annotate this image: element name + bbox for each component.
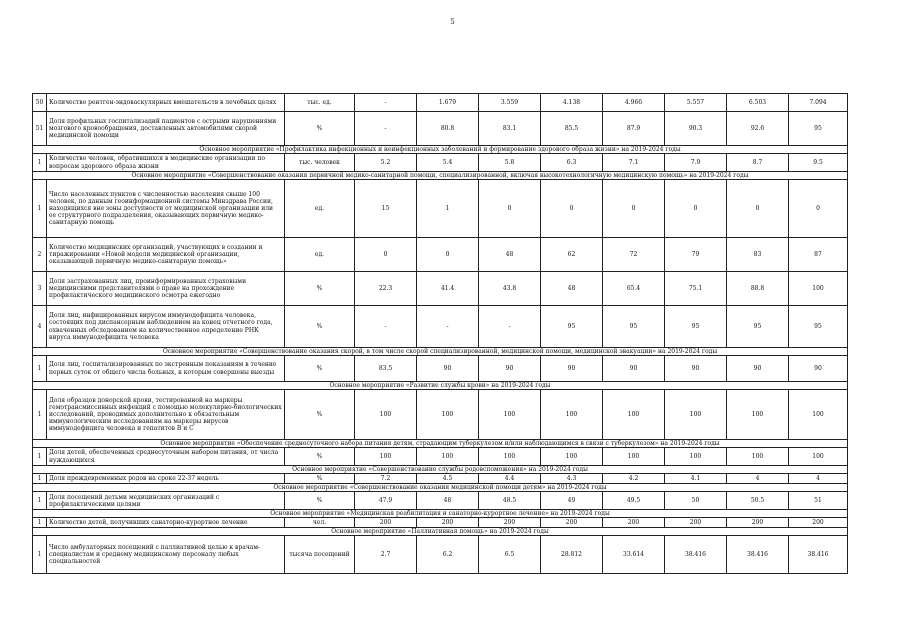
section-header-row	[33, 172, 848, 180]
value-cell: 4.138	[541, 94, 603, 112]
unit-cell: %	[285, 272, 355, 306]
value-cell: 87.9	[603, 112, 665, 146]
value-cell: 4.4	[479, 474, 541, 484]
value-cell: 7.9	[665, 154, 727, 172]
value-cell: 3.559	[479, 94, 541, 112]
indicator-name: Доля детей, обеспеченных среднесуточным набором питания, от числа нуждающихся	[47, 448, 285, 466]
value-cell: -	[417, 306, 479, 348]
unit-cell: чел.	[285, 518, 355, 528]
value-cell: 41.4	[417, 272, 479, 306]
table-row	[33, 448, 848, 466]
value-cell: 90	[541, 356, 603, 382]
value-cell: 200	[417, 518, 479, 528]
value-cell: 90	[665, 356, 727, 382]
section-title: Основное мероприятие «Профилактика инфекционных и неинфекционных заболеваний и формирование здорового образа жизни» на 2019-2024 годы	[33, 146, 848, 154]
row-number: 1	[33, 390, 47, 440]
value-cell: 83.5	[355, 356, 417, 382]
table-row	[33, 94, 848, 112]
indicator-name: Количество рентген-эндоваскулярных вмешательств в лечебных целях	[47, 94, 285, 112]
section-title: Основное мероприятие «Совершенствование службы родовспоможения» на 2019-2024 годы	[33, 466, 848, 474]
value-cell: 100	[665, 448, 727, 466]
indicator-name: Количество человек, обратившихся в медицинские организации по вопросам здорового образа жизни	[47, 154, 285, 172]
value-cell: 100	[479, 448, 541, 466]
section-title: Основное мероприятие «Медицинская реабилитация и санаторно-курортное лечение» на 2019-2024 годы	[33, 510, 848, 518]
table-row	[33, 356, 848, 382]
unit-cell: тыс. человек	[285, 154, 355, 172]
table-row	[33, 518, 848, 528]
table-row	[33, 492, 848, 510]
value-cell: 48	[541, 272, 603, 306]
value-cell: 4.1	[665, 474, 727, 484]
value-cell: 6.2	[417, 536, 479, 574]
value-cell: 87	[789, 238, 848, 272]
value-cell: 6.3	[541, 154, 603, 172]
row-number: 1	[33, 180, 47, 238]
value-cell: 80.8	[417, 112, 479, 146]
value-cell: -	[355, 306, 417, 348]
value-cell: 50	[665, 492, 727, 510]
value-cell: 83.1	[479, 112, 541, 146]
row-number: 1	[33, 448, 47, 466]
value-cell: 100	[355, 448, 417, 466]
value-cell: 200	[789, 518, 848, 528]
value-cell: 90	[603, 356, 665, 382]
unit-cell: %	[285, 390, 355, 440]
value-cell: 0	[479, 180, 541, 238]
value-cell: 38.416	[727, 536, 789, 574]
value-cell: 100	[789, 272, 848, 306]
value-cell: 100	[603, 448, 665, 466]
value-cell: 100	[417, 448, 479, 466]
value-cell: 90	[417, 356, 479, 382]
value-cell: 4.5	[417, 474, 479, 484]
unit-cell: тыс. ед.	[285, 94, 355, 112]
value-cell: 4	[727, 474, 789, 484]
value-cell: 22.3	[355, 272, 417, 306]
value-cell: 0	[727, 180, 789, 238]
indicator-name: Доля лиц, госпитализированных по экстренным показаниям в течение первых суток от общего числа больных, к которым совершены выезды	[47, 356, 285, 382]
value-cell: 6.5	[479, 536, 541, 574]
value-cell: 200	[727, 518, 789, 528]
value-cell: 200	[665, 518, 727, 528]
section-header-row	[33, 382, 848, 390]
unit-cell: %	[285, 112, 355, 146]
table-row	[33, 536, 848, 574]
value-cell: 48.5	[479, 492, 541, 510]
value-cell: 100	[417, 390, 479, 440]
section-header-row	[33, 528, 848, 536]
value-cell: 95	[727, 306, 789, 348]
value-cell: 15	[355, 180, 417, 238]
value-cell: 95	[789, 112, 848, 146]
value-cell: 95	[789, 306, 848, 348]
value-cell: 0	[417, 238, 479, 272]
value-cell: 38.416	[789, 536, 848, 574]
value-cell: 90	[789, 356, 848, 382]
section-header-row	[33, 146, 848, 154]
row-number: 51	[33, 112, 47, 146]
table-row	[33, 390, 848, 440]
indicator-name: Доля застрахованных лиц, проинформированных страховыми медицинскими представителями о праве на прохождение профилактического медицинского осмотра ежегодно	[47, 272, 285, 306]
indicator-name: Доля посещений детьми медицинских организаций с профилактическими целями	[47, 492, 285, 510]
row-number: 1	[33, 474, 47, 484]
indicator-name: Количество детей, получивших санаторно-курортное лечение	[47, 518, 285, 528]
value-cell: 51	[789, 492, 848, 510]
row-number: 3	[33, 272, 47, 306]
unit-cell: ед.	[285, 180, 355, 238]
section-header-row	[33, 440, 848, 448]
value-cell: 100	[789, 448, 848, 466]
value-cell: 49	[541, 492, 603, 510]
value-cell: 95	[665, 306, 727, 348]
value-cell: 62	[541, 238, 603, 272]
value-cell: 4.3	[541, 474, 603, 484]
section-title: Основное мероприятие «Обеспечение среднесуточного набора питания детям, страдающим туберкулезом и/или наблюдающимся в связи с туберкулезом» на 2019-2024 годы	[33, 440, 848, 448]
value-cell: 79	[665, 238, 727, 272]
value-cell: 100	[603, 390, 665, 440]
value-cell: 100	[665, 390, 727, 440]
value-cell: 43.8	[479, 272, 541, 306]
row-number: 4	[33, 306, 47, 348]
value-cell: -	[355, 94, 417, 112]
section-title: Основное мероприятие «Совершенствование оказания скорой, в том числе скорой специализированной, медицинской помощи, медицинской эвакуации» на 2019-2024 годы	[33, 348, 848, 356]
value-cell: 4.966	[603, 94, 665, 112]
indicator-name: Доля профильных госпитализаций пациентов с острыми нарушениями мозгового кровообращения, доставленных автомобилями скорой медицинской помощи	[47, 112, 285, 146]
page-number: 5	[450, 18, 455, 26]
value-cell: -	[479, 306, 541, 348]
unit-cell: %	[285, 306, 355, 348]
indicator-name: Число населенных пунктов с численностью населения свыше 100 человек, по данным геоинформационной системы Минздрава России, находящихся вне зоны доступности от медицинской организации или ее структурного подразделения, оказывающих первичную медико-санитарную помощь	[47, 180, 285, 238]
table-row	[33, 272, 848, 306]
value-cell: 5.8	[479, 154, 541, 172]
row-number: 1	[33, 154, 47, 172]
value-cell: -	[355, 112, 417, 146]
row-number: 1	[33, 518, 47, 528]
value-cell: 33.614	[603, 536, 665, 574]
section-header-row	[33, 510, 848, 518]
value-cell: 50.5	[727, 492, 789, 510]
value-cell: 90.3	[665, 112, 727, 146]
row-number: 2	[33, 238, 47, 272]
value-cell: 95	[541, 306, 603, 348]
row-number: 1	[33, 356, 47, 382]
value-cell: 83	[727, 238, 789, 272]
value-cell: 95	[603, 306, 665, 348]
section-header-row	[33, 466, 848, 474]
value-cell: 5.557	[665, 94, 727, 112]
indicator-name: Число амбулаторных посещений с паллиативной целью к врачам-специалистам и среднему медицинскому персоналу любых специальностей	[47, 536, 285, 574]
value-cell: 38.416	[665, 536, 727, 574]
indicator-name: Доля лиц, инфицированных вирусом иммунодефицита человека, состоящих под диспансерным наблюдением на конец отчетного года, охваченных обследованием на количественное определение РНК вируса иммунодефицита человека	[47, 306, 285, 348]
indicator-name: Доля образцов донорской крови, тестированной на маркеры гемотрансмиссивных инфекций с помощью молекулярно-биологических исследований, проводимых дополнительно к обязательным иммунологическим исследованиям на маркеры вирусов иммунодефицита человека и гепатитов В и С	[47, 390, 285, 440]
value-cell: 90	[727, 356, 789, 382]
value-cell: 2.7	[355, 536, 417, 574]
value-cell: 100	[355, 390, 417, 440]
value-cell: 65.4	[603, 272, 665, 306]
value-cell: 0	[355, 238, 417, 272]
value-cell: 7.1	[603, 154, 665, 172]
unit-cell: тысяча посещений	[285, 536, 355, 574]
value-cell: 7.2	[355, 474, 417, 484]
value-cell: 88.8	[727, 272, 789, 306]
value-cell: 7.094	[789, 94, 848, 112]
value-cell: 100	[479, 390, 541, 440]
value-cell: 100	[541, 448, 603, 466]
table-row	[33, 112, 848, 146]
table-row	[33, 180, 848, 238]
unit-cell: %	[285, 492, 355, 510]
value-cell: 100	[789, 390, 848, 440]
section-title: Основное мероприятие «Совершенствование оказания медицинской помощи детям» на 2019-2024 годы	[33, 484, 848, 492]
section-header-row	[33, 348, 848, 356]
value-cell: 0	[665, 180, 727, 238]
row-number: 1	[33, 536, 47, 574]
value-cell: 90	[479, 356, 541, 382]
value-cell: 48	[417, 492, 479, 510]
value-cell: 8.7	[727, 154, 789, 172]
table-row	[33, 154, 848, 172]
section-header-row	[33, 484, 848, 492]
value-cell: 1.679	[417, 94, 479, 112]
table-row	[33, 474, 848, 484]
row-number: 50	[33, 94, 47, 112]
value-cell: 100	[541, 390, 603, 440]
unit-cell: %	[285, 448, 355, 466]
value-cell: 85.5	[541, 112, 603, 146]
row-number: 1	[33, 492, 47, 510]
value-cell: 9.5	[789, 154, 848, 172]
value-cell: 47.9	[355, 492, 417, 510]
value-cell: 75.1	[665, 272, 727, 306]
value-cell: 28.812	[541, 536, 603, 574]
value-cell: 0	[603, 180, 665, 238]
value-cell: 6.503	[727, 94, 789, 112]
value-cell: 4	[789, 474, 848, 484]
value-cell: 92.6	[727, 112, 789, 146]
table-row	[33, 238, 848, 272]
value-cell: 4.2	[603, 474, 665, 484]
value-cell: 100	[727, 448, 789, 466]
unit-cell: %	[285, 474, 355, 484]
value-cell: 72	[603, 238, 665, 272]
value-cell: 48	[479, 238, 541, 272]
value-cell: 200	[479, 518, 541, 528]
value-cell: 0	[789, 180, 848, 238]
value-cell: 5.2	[355, 154, 417, 172]
unit-cell: %	[285, 356, 355, 382]
section-title: Основное мероприятие «Совершенствование оказания первичной медико-санитарной помощи, специализированной, включая высокотехнологичную медицинскую помощь» на 2019-2024 годы	[33, 172, 848, 180]
indicator-name: Количество медицинских организаций, участвующих в создании и тиражировании «Новой модели медицинской организации, оказывающей первичную медико-санитарную помощь»	[47, 238, 285, 272]
value-cell: 5.4	[417, 154, 479, 172]
value-cell: 200	[355, 518, 417, 528]
indicators-table	[32, 93, 848, 574]
value-cell: 100	[727, 390, 789, 440]
value-cell: 200	[541, 518, 603, 528]
value-cell: 200	[603, 518, 665, 528]
table-row	[33, 306, 848, 348]
indicator-name: Доля преждевременных родов на сроке 22-37 недель	[47, 474, 285, 484]
unit-cell: ед.	[285, 238, 355, 272]
section-title: Основное мероприятие «Паллиативная помощь» на 2019-2024 годы	[33, 528, 848, 536]
value-cell: 1	[417, 180, 479, 238]
value-cell: 49.5	[603, 492, 665, 510]
section-title: Основное мероприятие «Развитие службы крови» на 2019-2024 годы	[33, 382, 848, 390]
value-cell: 0	[541, 180, 603, 238]
